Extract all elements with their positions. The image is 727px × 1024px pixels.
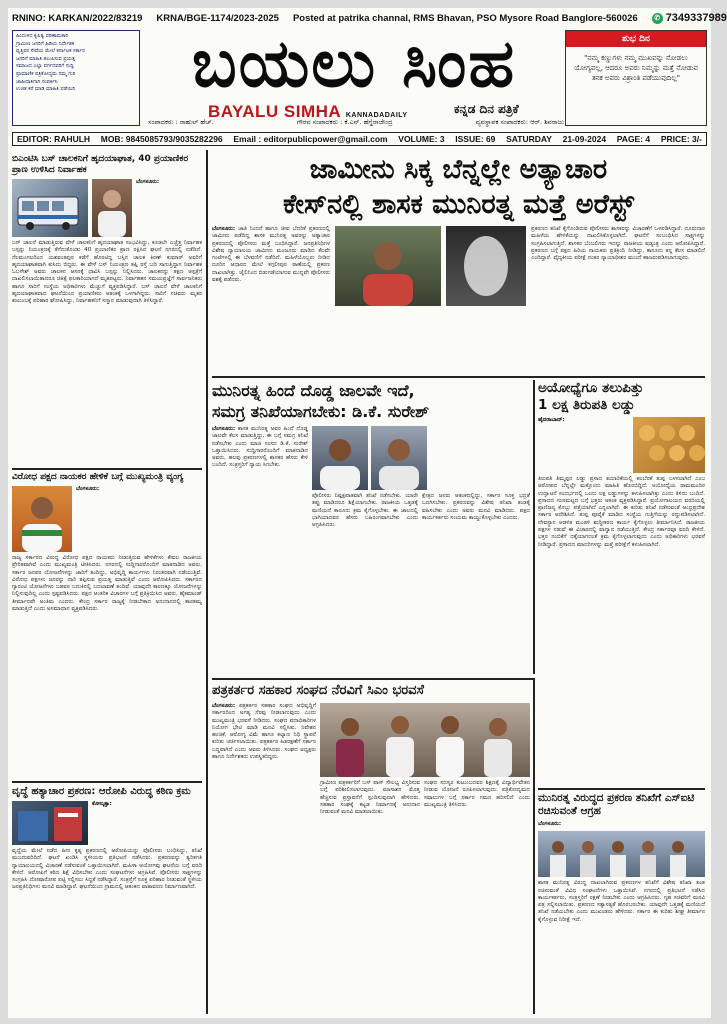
- bus-illustration: [12, 179, 88, 237]
- right-story: [538, 380, 705, 784]
- newspaper-page: [8, 8, 727, 1018]
- promo-line: ಜಾಹೀರಾತಿಗಾಗಿ ಸಂಪರ್ಕಿಸಿ: [16, 78, 58, 85]
- promo-line: ಹಿಂದುಳಿದ ಕೃಷಿತ್ವ ಪರಿಣಾಮಕಾರಿ: [16, 33, 69, 39]
- postal-info: Posted at patrika channal, RMS Bhavan, PSO Mysore Road Banglore-560026: [292, 12, 638, 24]
- promo-line: ಗ್ರಾಮೀಣ ಜನರಿಗೆ ಹಿಡಿಯ ನಿರ್ದೇಶಕ: [16, 40, 75, 47]
- story-headline: ಪತ್ರಕರ್ತರ ಸಹಕಾರ ಸಂಘದ ನೆರವಿಗೆ ಸಿಎಂ ಭರವಸೆ: [212, 683, 424, 698]
- dk-suresh-photo: [312, 426, 368, 490]
- krna-number: KRNA/BGE-1174/2023-2025: [156, 12, 279, 24]
- story-rule: [538, 788, 705, 790]
- promo-line: ಸಮಾಜದ ಎಲ್ಲಾ ವರ್ಗದವರಿಗೆ ಸುದ್ದಿ: [16, 63, 74, 70]
- promo-line: ಜನರಿಗೆ ಮಾಹಿತಿ ತಲುಪಿಸುವ ಪ್ರಯತ್ನ: [16, 55, 76, 62]
- person-silhouette: [371, 426, 427, 490]
- second-body-right: ಕ್ಷೇತ್ರದ ಜನರು ಆತಂಕದಲ್ಲಿದ್ದು, ಸರ್ಕಾರ ಸೂಕ್ತ ಭದ್ರತೆ ಒದಗಿಸಬೇಕು. ಪ್ರಕರಣವನ್ನು ವಿಶೇಷ ತನಿಖಾ ತಂಡಕ್ಕೆ ವಹಿಸಬೇಕು ಎಂದು ಅವರು ಮನವಿ ಮಾಡಿದರು. ಪಕ್ಷದ ಕಾರ್ಯಕರ್ತರು ಸಂಯಮ ಕಾಯ್ದುಕೊಳ್ಳಬೇಕು ಎಂದರು.: [422, 493, 530, 521]
- info-date: 21-09-2024: [562, 134, 607, 144]
- story-rule: [212, 678, 534, 680]
- promo-line: ಉಚಿತ ಕರೆ ಮಾಡಿ ಮಾಹಿತಿ ಪಡೆಯಿರಿ: [16, 86, 75, 93]
- info-volume: VOLUME: 3: [398, 134, 445, 144]
- editor-credit: ಸಂಪಾದಕರು : ರಾಹುಲ್ ಹೆಚ್.: [148, 118, 214, 126]
- second-body-mid: ಪೊಲೀಸರು ನಿಷ್ಪಕ್ಷಪಾತವಾಗಿ ತನಿಖೆ ನಡೆಸಬೇಕು. ಯಾರೇ ತಪ್ಪು ಮಾಡಿದರೂ ಶಿಕ್ಷೆಯಾಗಬೇಕು. ರಾಜಕೀಯ ಒತ್ತಡಕ್ಕೆ ಮಣಿಯದೆ ಕಾನೂನು ಕ್ರಮ ಕೈಗೊಳ್ಳಬೇಕು. ಈ ಜಾಲದಲ್ಲಿ ಭಾಗಿಯಾದವರ ಹೆಸರು ಬಹಿರಂಗವಾಗಬೇಕು ಎಂದು ಆಗ್ರಹಿಸಿದರು.: [312, 493, 418, 529]
- second-body-left: ಶಾಸಕ ಮುನಿರತ್ನ ಅವರ ಹಿಂದೆ ದೊಡ್ಡ ಜಾಲವೇ ಕೆಲಸ ಮಾಡುತ್ತಿದ್ದು, ಈ ಬಗ್ಗೆ ಸಮಗ್ರ ತನಿಖೆ ನಡೆಸಬೇಕು ಎಂದು ಮಾಜಿ ಸಂಸದ ಡಿ.ಕೆ. ಸುರೇಶ್ ಒತ್ತಾಯಿಸಿದರು. ಸುದ್ದಿಗಾರರೊಂದಿಗೆ ಮಾತನಾಡಿದ ಅವರು, ಹಲವು ಪ್ರಕರಣಗಳಲ್ಲಿ ಶಾಸಕರ ಹೆಸರು ಕೇಳಿ ಬಂದಿದೆ. ಸಂತ್ರಸ್ತರಿಗೆ ನ್ಯಾಯ ಸಿಗಬೇಕು.: [212, 426, 308, 469]
- court-photo: [12, 801, 88, 845]
- group-illustration: [320, 703, 530, 777]
- munirathna-photo: [335, 226, 441, 306]
- lead-headline-2: ಕೇಸ್‌ನಲ್ಲಿ ಶಾಸಕ ಮುನಿರತ್ನ ಮತ್ತೆ ಅರೆಸ್ಟ್: [283, 189, 634, 220]
- editor-credits: [148, 118, 564, 127]
- driver-photo: [92, 179, 132, 237]
- person-silhouette: [335, 226, 441, 306]
- column-divider: [206, 150, 208, 1014]
- right-headline-1: ಅಯೋಧ್ಯೆಗೂ ತಲುಪಿತ್ತು: [538, 380, 644, 396]
- info-email: Email : editorpublicpower@gmail.com: [233, 134, 388, 144]
- info-editor: EDITOR: RAHULH: [17, 134, 91, 144]
- promo-line: ವೃತ್ತಿಪರ ಸೇವೆಯ ಮೇಲೆ ಕರ್ನಾಟಕ ಸರ್ಕಾರ: [16, 48, 85, 55]
- story-dateline: ಬೆಂಗಳೂರು:: [76, 486, 100, 492]
- politician-photo: [12, 486, 72, 552]
- whatsapp-icon: ✆: [652, 13, 663, 24]
- lead-body-right: ಪ್ರಕರಣದ ತನಿಖೆ ಕೈಗೊಂಡಿರುವ ಪೊಲೀಸರು ಶಾಸಕರನ್ನು ವಿಚಾರಣೆಗೆ ಒಳಪಡಿಸಿದ್ದಾರೆ. ದೂರುದಾರ ಮಹಿಳೆಯ ಹೇಳಿಕೆಯನ್ನು ದಾಖಲಿಸಿಕೊಳ್ಳಲಾಗಿದೆ. ಘಟನೆಗೆ ಸಂಬಂಧಿಸಿದ ಸಾಕ್ಷ್ಯಗಳನ್ನು ಸಂಗ್ರಹಿಸಲಾಗುತ್ತಿದೆ. ಶಾಸಕರ ಬೆಂಬಲಿಗರು ಇದನ್ನು ರಾಜಕೀಯ ಷಡ್ಯಂತ್ರ ಎಂದು ಆರೋಪಿಸಿದ್ದಾರೆ. ಪ್ರಕರಣದ ಬಗ್ಗೆ ಪಕ್ಷದ ಹಿರಿಯ ನಾಯಕರು ಪ್ರತಿಕ್ರಿಯೆ ನೀಡಿದ್ದು, ಕಾನೂನು ತನ್ನ ಕೆಲಸ ಮಾಡಲಿದೆ ಎಂದಿದ್ದಾರೆ. ವೈದ್ಯಕೀಯ ಪರೀಕ್ಷೆ ನಂತರ ನ್ಯಾಯಾಧೀಶರ ಮುಂದೆ ಹಾಜರುಪಡಿಸಲಾಗುವುದು.: [531, 226, 705, 262]
- contact-phone: [652, 12, 727, 24]
- story-left-3: [12, 786, 202, 1014]
- phone-number: 7349337989: [665, 12, 727, 24]
- masthead: [8, 25, 711, 128]
- story-dateline: ಬೆಂಗಳೂರು:: [212, 426, 236, 432]
- page-content: [12, 150, 707, 1016]
- story-dateline: ಹೈದರಾಬಾದ್:: [538, 417, 565, 423]
- story-dateline: ಬೆಂಗಳೂರು:: [136, 179, 160, 185]
- column-rule: [12, 468, 202, 470]
- story-body: ತಿರುಪತಿ ತಿಮ್ಮಪ್ಪನ ಲಡ್ಡು ಪ್ರಸಾದ ತಯಾರಿಕೆಯಲ್ಲಿ ಕಲಬೆರಕೆ ತುಪ್ಪ ಬಳಸಲಾಗಿದೆ ಎಂಬ ಆರೋಪದ ಬೆನ್ನಲ್ಲೇ ಮತ್ತೊಂದು ಮಾಹಿತಿ ಹೊರಬಿದ್ದಿದೆ. ಅಯೋಧ್ಯೆಯ ರಾಮಮಂದಿರ ಉದ್ಘಾಟನೆ ಸಂದರ್ಭದಲ್ಲಿ ಒಂದು ಲಕ್ಷ ಲಡ್ಡುಗಳನ್ನು ಕಳುಹಿಸಲಾಗಿತ್ತು ಎಂದು ತಿಳಿದು ಬಂದಿದೆ. ಪ್ರಸಾದದ ಗುಣಮಟ್ಟದ ಬಗ್ಗೆ ಭಕ್ತರು ಆತಂಕ ವ್ಯಕ್ತಪಡಿಸಿದ್ದಾರೆ. ಪ್ರಯೋಗಾಲಯದ ವರದಿಯಲ್ಲಿ ಪ್ರಾಣಿಜನ್ಯ ಕೊಬ್ಬು ಪತ್ತೆಯಾಗಿದೆ ಎನ್ನಲಾಗಿದೆ. ಈ ಕುರಿತು ತನಿಖೆ ನಡೆಸುವಂತೆ ಆಂಧ್ರಪ್ರದೇಶ ಸರ್ಕಾರ ಆದೇಶಿಸಿದೆ. ತುಪ್ಪ ಪೂರೈಕೆ ಮಾಡಿದ ಸಂಸ್ಥೆಯ ಗುತ್ತಿಗೆಯನ್ನು ರದ್ದುಪಡಿಸಲಾಗಿದೆ. ದೇವಸ್ಥಾನ ಆಡಳಿತ ಮಂಡಳಿ ಶುದ್ಧೀಕರಣ ಕಾರ್ಯ ಕೈಗೊಳ್ಳಲು ತೀರ್ಮಾನಿಸಿದೆ. ರಾಜಕೀಯ ಪಕ್ಷಗಳ ನಡುವೆ ಈ ವಿಚಾರದಲ್ಲಿ ವಾಗ್ವಾದ ನಡೆಯುತ್ತಿದೆ. ಕೇಂದ್ರ ಸರ್ಕಾರವೂ ವರದಿ ಕೇಳಿದೆ. ಭಕ್ತರ ನಂಬಿಕೆಗೆ ಧಕ್ಕೆಯಾಗದಂತೆ ಕ್ರಮ ಕೈಗೊಳ್ಳಲಾಗುವುದು ಎಂದು ಅಧಿಕಾರಿಗಳು ಭರವಸೆ ನೀಡಿದ್ದಾರೆ. ಪ್ರಸಾದದ ಮಾದರಿಗಳನ್ನು ಮತ್ತೆ ಪರೀಕ್ಷೆಗೆ ಕಳುಹಿಸಲಾಗಿದೆ.: [538, 476, 705, 548]
- story-headline: ವೃದ್ಧೆ ಹತ್ಯಾಚಾರ ಪ್ರಕರಣ: ಆರೋಪಿ ವಿರುದ್ಧ ಕಠಿಣ ಕ್ರಮ: [12, 786, 191, 797]
- story-body: ರಾಜ್ಯ ಸರ್ಕಾರದ ವಿರುದ್ಧ ವಿರೋಧ ಪಕ್ಷದ ನಾಯಕರು ನೀಡುತ್ತಿರುವ ಹೇಳಿಕೆಗಳು ಕೇವಲ ರಾಜಕೀಯ ಪ್ರೇರಿತವಾಗಿವೆ ಎಂದು ಮುಖ್ಯಮಂತ್ರಿ ಟೀಕಿಸಿದರು. ನಗರದಲ್ಲಿ ಸುದ್ದಿಗಾರರೊಂದಿಗೆ ಮಾತನಾಡಿದ ಅವರು, ಸರ್ಕಾರ ಜನಪರ ಯೋಜನೆಗಳನ್ನು ಜಾರಿಗೆ ತಂದಿದ್ದು, ಅಭಿವೃದ್ಧಿ ಕಾರ್ಯಗಳು ನಿರಂತರವಾಗಿ ನಡೆಯುತ್ತಿವೆ. ವಿರೋಧ ಪಕ್ಷಗಳು ಜನರನ್ನು ದಾರಿ ತಪ್ಪಿಸುವ ಪ್ರಯತ್ನ ಮಾಡುತ್ತಿವೆ ಎಂದು ಆರೋಪಿಸಿದರು. ಸರ್ಕಾರದ ಗ್ಯಾರಂಟಿ ಯೋಜನೆಗಳು ಬಡವರ ಬದುಕಿನಲ್ಲಿ ಬದಲಾವಣೆ ತಂದಿವೆ. ಯಾವುದೇ ಕಾರಣಕ್ಕೂ ಯೋಜನೆಗಳನ್ನು ನಿಲ್ಲಿಸುವುದಿಲ್ಲ ಎಂದು ಸ್ಪಷ್ಟಪಡಿಸಿದರು. ಪಕ್ಷದ ಆಂತರಿಕ ವಿಚಾರಗಳ ಬಗ್ಗೆ ಪ್ರತಿಕ್ರಿಯಿಸಿದ ಅವರು, ಹೈಕಮಾಂಡ್ ತೀರ್ಮಾನವೇ ಅಂತಿಮ ಎಂದರು. ಕೇಂದ್ರ ಸರ್ಕಾರ ರಾಜ್ಯಕ್ಕೆ ನೀಡಬೇಕಾದ ಅನುದಾನದಲ್ಲಿ ತಾರತಮ್ಯ ಮಾಡುತ್ತಿದೆ ಎಂದು ಅಸಮಾಧಾನ ವ್ಯಕ್ತಪಡಿಸಿದರು.: [12, 555, 202, 613]
- cm-meeting-photo: [320, 703, 530, 777]
- column-divider: [533, 380, 535, 674]
- protest-photo: [538, 831, 705, 877]
- story-headline: ಮುನಿರತ್ನ ವಿರುದ್ಧದ ಪ್ರಕರಣ ತನಿಖೆಗೆ ಎಸ್ಐಟಿ ರಚಿಸುವಂತೆ ಆಗ್ರಹ: [538, 792, 695, 817]
- right-headline-2: 1 ಲಕ್ಷ ತಿರುಪತಿ ಲಡ್ಡು: [538, 397, 636, 413]
- laddu-photo: [633, 417, 705, 473]
- story-headline: ಬಿಎಂಟಿಸಿ ಬಸ್ ಚಾಲಕನಿಗೆ ಹೃದಯಾಘಾತ, 40 ಪ್ರಯಾಣಿಕರ ಪ್ರಾಣ ಉಳಿಸಿದ ನಿರ್ವಾಹಕ: [12, 154, 189, 175]
- munirathna-photo-small: [371, 426, 427, 490]
- building-illustration: [12, 801, 88, 845]
- story-dateline: ಬೆಂಗಳೂರು:: [538, 821, 562, 827]
- rni-number: RNINO: KARKAN/2022/83219: [12, 12, 143, 24]
- story-dateline: ಕೋಲ್ಕತ್ತಾ:: [92, 801, 112, 807]
- info-price: PRICE: 3/-: [660, 134, 702, 144]
- story-left-1: [12, 154, 202, 464]
- bottom-mid-body-mid: ಗ್ರಾಮೀಣ ಪತ್ರಕರ್ತರಿಗೆ ಬಸ್ ಪಾಸ್ ಸೌಲಭ್ಯ ವಿಸ್ತರಿಸುವ ಬಗ್ಗೆ ಪರಿಶೀಲಿಸಲಾಗುವುದು. ಮಾಸಾಶನ ಮೊತ್ತ ಹೆಚ್ಚಿಸುವ ಪ್ರಸ್ತಾವನೆಗೆ ಸ್ಪಂದಿಸುವುದಾಗಿ ಹೇಳಿದರು. ಸಹಕಾರ ಸಂಘಕ್ಕೆ ಕಟ್ಟಡ ನಿರ್ಮಾಣಕ್ಕೆ ಅನುದಾನ ನೀಡುವಂತೆ ಮನವಿ ಮಾಡಲಾಯಿತು.: [320, 780, 420, 816]
- story-dateline: ಬೆಂಗಳೂರು:: [212, 226, 236, 232]
- blurred-figure: [446, 226, 526, 306]
- lead-headline-1: ಜಾಮೀನು ಸಿಕ್ಕ ಬೆನ್ನಲ್ಲೇ ಅತ್ಯಾಚಾರ: [309, 154, 608, 185]
- quote-box: [565, 30, 707, 126]
- crowd-illustration: [538, 831, 705, 877]
- info-day: SATURDAY: [506, 134, 552, 144]
- info-page: PAGE: 4: [616, 134, 651, 144]
- column-rule: [12, 781, 202, 783]
- story-dateline: ಬೆಂಗಳೂರು:: [212, 703, 236, 709]
- story-rule: [212, 376, 705, 378]
- quote-text: "ನಮ್ಮ ಕಣ್ಣುಗಳು ನಮ್ಮ ಮುಖವನ್ನು ನೋಡಲು ಯೋಗ್ಯವಲ್ಲ, ಆದರೂ ಅವರು ನಿಮ್ಮನ್ನು ಮತ್ತೆ ನೋಡುವ ತನಕ ಅವರು ವಿಶ್ರಾಂತಿ ಪಡೆಯುವುದಿಲ್ಲ": [573, 54, 699, 82]
- bottom-right-story: [538, 792, 705, 1014]
- tagline: ಕನ್ನಡ ದಿನ ಪತ್ರಿಕೆ: [454, 102, 519, 116]
- victim-photo: [446, 226, 526, 306]
- person-silhouette: [92, 179, 132, 237]
- second-headline-2: ಸಮಗ್ರ ತನಿಖೆಯಾಗಬೇಕು: ಡಿ.ಕೆ. ಸುರೇಶ್: [212, 402, 430, 421]
- logo-english-small: KANNADADAILY: [345, 112, 408, 119]
- promo-line: ಪ್ರಾಮಾಣಿಕ ಪತ್ರಿಕೋದ್ಯಮ ನಮ್ಮ ಗುರಿ: [16, 70, 76, 77]
- info-mobile: MOB: 9845085793/9035282296: [100, 134, 223, 144]
- bottom-mid-body-left: ಪತ್ರಕರ್ತರ ಸಹಕಾರ ಸಂಘದ ಅಭಿವೃದ್ಧಿಗೆ ಸರ್ಕಾರದಿಂದ ಅಗತ್ಯ ನೆರವು ನೀಡಲಾಗುವುದು ಎಂದು ಮುಖ್ಯಮಂತ್ರಿ ಭರವಸೆ ನೀಡಿದರು. ಸಂಘದ ಪದಾಧಿಕಾರಿಗಳ ನಿಯೋಗ ಭೇಟಿ ಮಾಡಿ ಮನವಿ ಸಲ್ಲಿಸಿತು. ನಿವೇಶನ ಹಂಚಿಕೆ, ಆರೋಗ್ಯ ವಿಮೆ ಹಾಗೂ ಕಲ್ಯಾಣ ನಿಧಿ ಸ್ಥಾಪನೆ ಕುರಿತು ಚರ್ಚಿಸಲಾಯಿತು. ಪತ್ರಕರ್ತರ ಹಿತರಕ್ಷಣೆಗೆ ಸರ್ಕಾರ ಬದ್ಧವಾಗಿದೆ ಎಂದು ಅವರು ತಿಳಿಸಿದರು. ಸಂಘದ ಅಧ್ಯಕ್ಷರು ಹಾಗೂ ನಿರ್ದೇಶಕರು ಉಪಸ್ಥಿತರಿದ್ದರು.: [212, 703, 316, 761]
- second-story: [212, 380, 530, 674]
- lead-story: [212, 152, 705, 374]
- promo-box: [12, 30, 140, 126]
- story-left-2: [12, 472, 202, 777]
- info-issue: ISSUE: 69: [455, 134, 496, 144]
- column-divider: [533, 678, 535, 1014]
- story-headline: ವಿರೋಧ ಪಕ್ಷದ ನಾಯಕರ ಹೇಳಿಕೆ ಬಗ್ಗೆ ಮುಖ್ಯಮಂತ್ರಿ ವ್ಯಂಗ್ಯ: [12, 472, 184, 482]
- info-bar: [12, 132, 707, 146]
- bus-photo: [12, 179, 88, 237]
- lead-body-left: ಜಾತಿ ನಿಂದನೆ ಹಾಗೂ ಜೀವ ಬೆದರಿಕೆ ಪ್ರಕರಣದಲ್ಲಿ ಜಾಮೀನು ಪಡೆದಿದ್ದ ಶಾಸಕ ಮುನಿರತ್ನ ಅವರನ್ನು ಅತ್ಯಾಚಾರ ಪ್ರಕರಣದಲ್ಲಿ ಪೊಲೀಸರು ಮತ್ತೆ ಬಂಧಿಸಿದ್ದಾರೆ. ಜನಪ್ರತಿನಿಧಿಗಳ ವಿಶೇಷ ನ್ಯಾಯಾಲಯ ಜಾಮೀನು ಮಂಜೂರು ಮಾಡಿದ ಕೆಲವೇ ಗಂಟೆಗಳಲ್ಲಿ ಈ ಬೆಳವಣಿಗೆ ನಡೆದಿದೆ. ಮಹಿಳೆಯೊಬ್ಬರು ನೀಡಿದ ದೂರಿನ ಆಧಾರದ ಮೇಲೆ ಕಗ್ಗಲೀಪುರ ಠಾಣೆಯಲ್ಲಿ ಪ್ರಕರಣ ದಾಖಲಾಗಿತ್ತು. ಜೈಲಿನಿಂದ ಬಿಡುಗಡೆಯಾಗುವ ಮುನ್ನವೇ ಪೊಲೀಸರು ವಶಕ್ಕೆ ಪಡೆದರು.: [212, 226, 330, 284]
- story-body: ವೃದ್ಧೆಯ ಮೇಲೆ ನಡೆದ ಹೀನ ಕೃತ್ಯ ಪ್ರಕರಣದಲ್ಲಿ ಆರೋಪಿಯನ್ನು ಪೊಲೀಸರು ಬಂಧಿಸಿದ್ದು, ತನಿಖೆ ಮುಂದುವರಿದಿದೆ. ಘಟನೆ ಖಂಡಿಸಿ ಸ್ಥಳೀಯರು ಪ್ರತಿಭಟನೆ ನಡೆಸಿದರು. ಪ್ರಕರಣವನ್ನು ತ್ವರಿತಗತಿ ನ್ಯಾಯಾಲಯದಲ್ಲಿ ವಿಚಾರಣೆ ನಡೆಸುವಂತೆ ಒತ್ತಾಯಿಸಲಾಗಿದೆ. ಮಹಿಳಾ ಆಯೋಗವು ಘಟನೆಯ ಬಗ್ಗೆ ವರದಿ ಕೇಳಿದೆ. ಆರೋಪಿಗೆ ಕಠಿಣ ಶಿಕ್ಷೆ ವಿಧಿಸಬೇಕು ಎಂದು ಸಂಘಟನೆಗಳು ಆಗ್ರಹಿಸಿವೆ. ಪೊಲೀಸರು ಸಾಕ್ಷ್ಯಗಳನ್ನು ಸಂಗ್ರಹಿಸಿ ದೋಷಾರೋಪ ಪಟ್ಟಿ ಸಲ್ಲಿಸಲು ಸಿದ್ಧತೆ ನಡೆಸಿದ್ದಾರೆ. ಸಂತ್ರಸ್ತೆಗೆ ಸೂಕ್ತ ಪರಿಹಾರ ನೀಡುವಂತೆ ಸ್ಥಳೀಯ ಜನಪ್ರತಿನಿಧಿಗಳು ಮನವಿ ಮಾಡಿದ್ದಾರೆ. ಘಟನೆಯಿಂದ ಗ್ರಾಮದಲ್ಲಿ ಆತಂಕದ ವಾತಾವರಣ ನಿರ್ಮಾಣವಾಗಿದೆ.: [12, 848, 202, 891]
- story-body: ಶಾಸಕ ಮುನಿರತ್ನ ವಿರುದ್ಧ ದಾಖಲಾಗಿರುವ ಪ್ರಕರಣಗಳ ತನಿಖೆಗೆ ವಿಶೇಷ ತನಿಖಾ ತಂಡ ರಚಿಸುವಂತೆ ವಿವಿಧ ಸಂಘಟನೆಗಳು ಒತ್ತಾಯಿಸಿವೆ. ನಗರದಲ್ಲಿ ಪ್ರತಿಭಟನೆ ನಡೆಸಿದ ಕಾರ್ಯಕರ್ತರು, ಸಂತ್ರಸ್ತರಿಗೆ ರಕ್ಷಣೆ ನೀಡಬೇಕು ಎಂದು ಆಗ್ರಹಿಸಿದರು. ಗೃಹ ಸಚಿವರಿಗೆ ಮನವಿ ಪತ್ರ ಸಲ್ಲಿಸಲಾಯಿತು. ಪ್ರಕರಣದ ಸತ್ಯಾಸತ್ಯತೆ ಹೊರಬರಬೇಕು. ಯಾವುದೇ ಒತ್ತಡಕ್ಕೆ ಮಣಿಯದೆ ತನಿಖೆ ನಡೆಯಬೇಕು ಎಂದು ಮುಖಂಡರು ಹೇಳಿದರು. ಸರ್ಕಾರ ಈ ಕುರಿತು ಶೀಘ್ರ ತೀರ್ಮಾನ ಕೈಗೊಳ್ಳುವ ನಿರೀಕ್ಷೆ ಇದೆ.: [538, 880, 705, 923]
- laddu-illustration: [633, 417, 705, 473]
- bottom-mid-story: [212, 682, 530, 1014]
- bottom-mid-body-right: ಸಂಘದ ಸದಸ್ಯರ ಕುಟುಂಬದವರ ಶಿಕ್ಷಣಕ್ಕೆ ವಿದ್ಯಾರ್ಥಿವೇತನ ನೀಡುವ ಯೋಜನೆ ರೂಪಿಸಲಾಗುವುದು. ಪತ್ರಿಕೋದ್ಯಮದ ಸವಾಲುಗಳ ಬಗ್ಗೆ ಸರ್ಕಾರ ಗಮನ ಹರಿಸಲಿದೆ ಎಂದು ಮುಖ್ಯಮಂತ್ರಿ ತಿಳಿಸಿದರು.: [424, 780, 530, 808]
- person-silhouette: [12, 486, 72, 552]
- second-headline-1: ಮುನಿರತ್ನ ಹಿಂದೆ ದೊಡ್ಡ ಜಾಲವೇ ಇದೆ,: [212, 381, 415, 400]
- story-body: ಬಸ್ ಚಾಲನೆ ಮಾಡುತ್ತಿರುವ ವೇಳೆ ಚಾಲಕನಿಗೆ ಹೃದಯಾಘಾತ ಸಂಭವಿಸಿದ್ದು, ಕೂಡಲೇ ಎಚ್ಚೆತ್ತ ನಿರ್ವಾಹಕ ಬಸ್ಸನ್ನು ನಿಯಂತ್ರಣಕ್ಕೆ ತೆಗೆದುಕೊಂಡು 40 ಪ್ರಯಾಣಿಕರ ಪ್ರಾಣ ರಕ್ಷಿಸಿದ ಘಟನೆ ನಗರದಲ್ಲಿ ನಡೆದಿದೆ. ನೆಲಮಂಗಲದಿಂದ ಯಶವಂತಪುರ ಕಡೆಗೆ ಹೊರಟಿದ್ದ ಬಸ್ಸಿನ ಚಾಲಕ ಕಿರಣ್ ಕುಮಾರ್ ಅವರಿಗೆ ಹೃದಯಾಘಾತವಾಗಿ ಕುಸಿದು ಬಿದ್ದರು. ಈ ವೇಳೆ ಬಸ್ ನಿಯಂತ್ರಣ ತಪ್ಪಿ ರಸ್ತೆ ಬದಿ ಸಾಗುತ್ತಿದ್ದಾಗ ನಿರ್ವಾಹಕ ಓಬಳೇಶ್ ಅವರು ಚಾಲಕನ ಆಸನಕ್ಕೆ ಧಾವಿಸಿ ಬಸ್ಸನ್ನು ನಿಲ್ಲಿಸಿದರು. ಚಾಲಕನನ್ನು ತಕ್ಷಣ ಆಸ್ಪತ್ರೆಗೆ ದಾಖಲಿಸಲಾಯಿತಾದರೂ ಚಿಕಿತ್ಸೆ ಫಲಕಾರಿಯಾಗದೆ ಮೃತಪಟ್ಟರು. ನಿರ್ವಾಹಕನ ಸಮಯಪ್ರಜ್ಞೆಗೆ ಸಾರ್ವಜನಿಕರು ಹಾಗೂ ಸಾರಿಗೆ ಸಂಸ್ಥೆಯ ಅಧಿಕಾರಿಗಳು ಮೆಚ್ಚುಗೆ ವ್ಯಕ್ತಪಡಿಸಿದ್ದಾರೆ. ಬಸ್ ಚಾಲನೆ ವೇಳೆ ಚಾಲಕನಿಗೆ ಹೃದಯಾಘಾತವಾದ ಘಟನೆಯಿಂದ ಪ್ರಯಾಣಿಕರು ಆತಂಕಕ್ಕೆ ಒಳಗಾಗಿದ್ದರು. ಸಾರಿಗೆ ಸಚಿವರು ಮೃತರ ಕುಟುಂಬಕ್ಕೆ ಪರಿಹಾರ ಘೋಷಿಸಿದ್ದು, ನಿರ್ವಾಹಕನಿಗೆ ಸನ್ಮಾನ ಮಾಡುವುದಾಗಿ ತಿಳಿಸಿದ್ದಾರೆ.: [12, 240, 202, 305]
- logo-english-text: BAYALU SIMHA: [208, 102, 341, 121]
- exec-editor-credit: ವ್ಯವಸ್ಥಾಪಕ ಸಂಪಾದಕರು: ಆರ್. ಶಿವರಾಜು: [475, 118, 564, 126]
- honorary-editor-credit: ಗೌರವ ಸಂಪಾದಕರು : ಕೆ.ಎನ್. ಹೆಗ್ಡೆರಾಜೇಂದ್ರ: [296, 118, 393, 126]
- newspaper-logo: ಬಯಲು ಸಿಂಹ: [191, 25, 517, 102]
- quote-title: ಶುಭ ದಿನ: [566, 31, 706, 47]
- person-silhouette: [312, 426, 368, 490]
